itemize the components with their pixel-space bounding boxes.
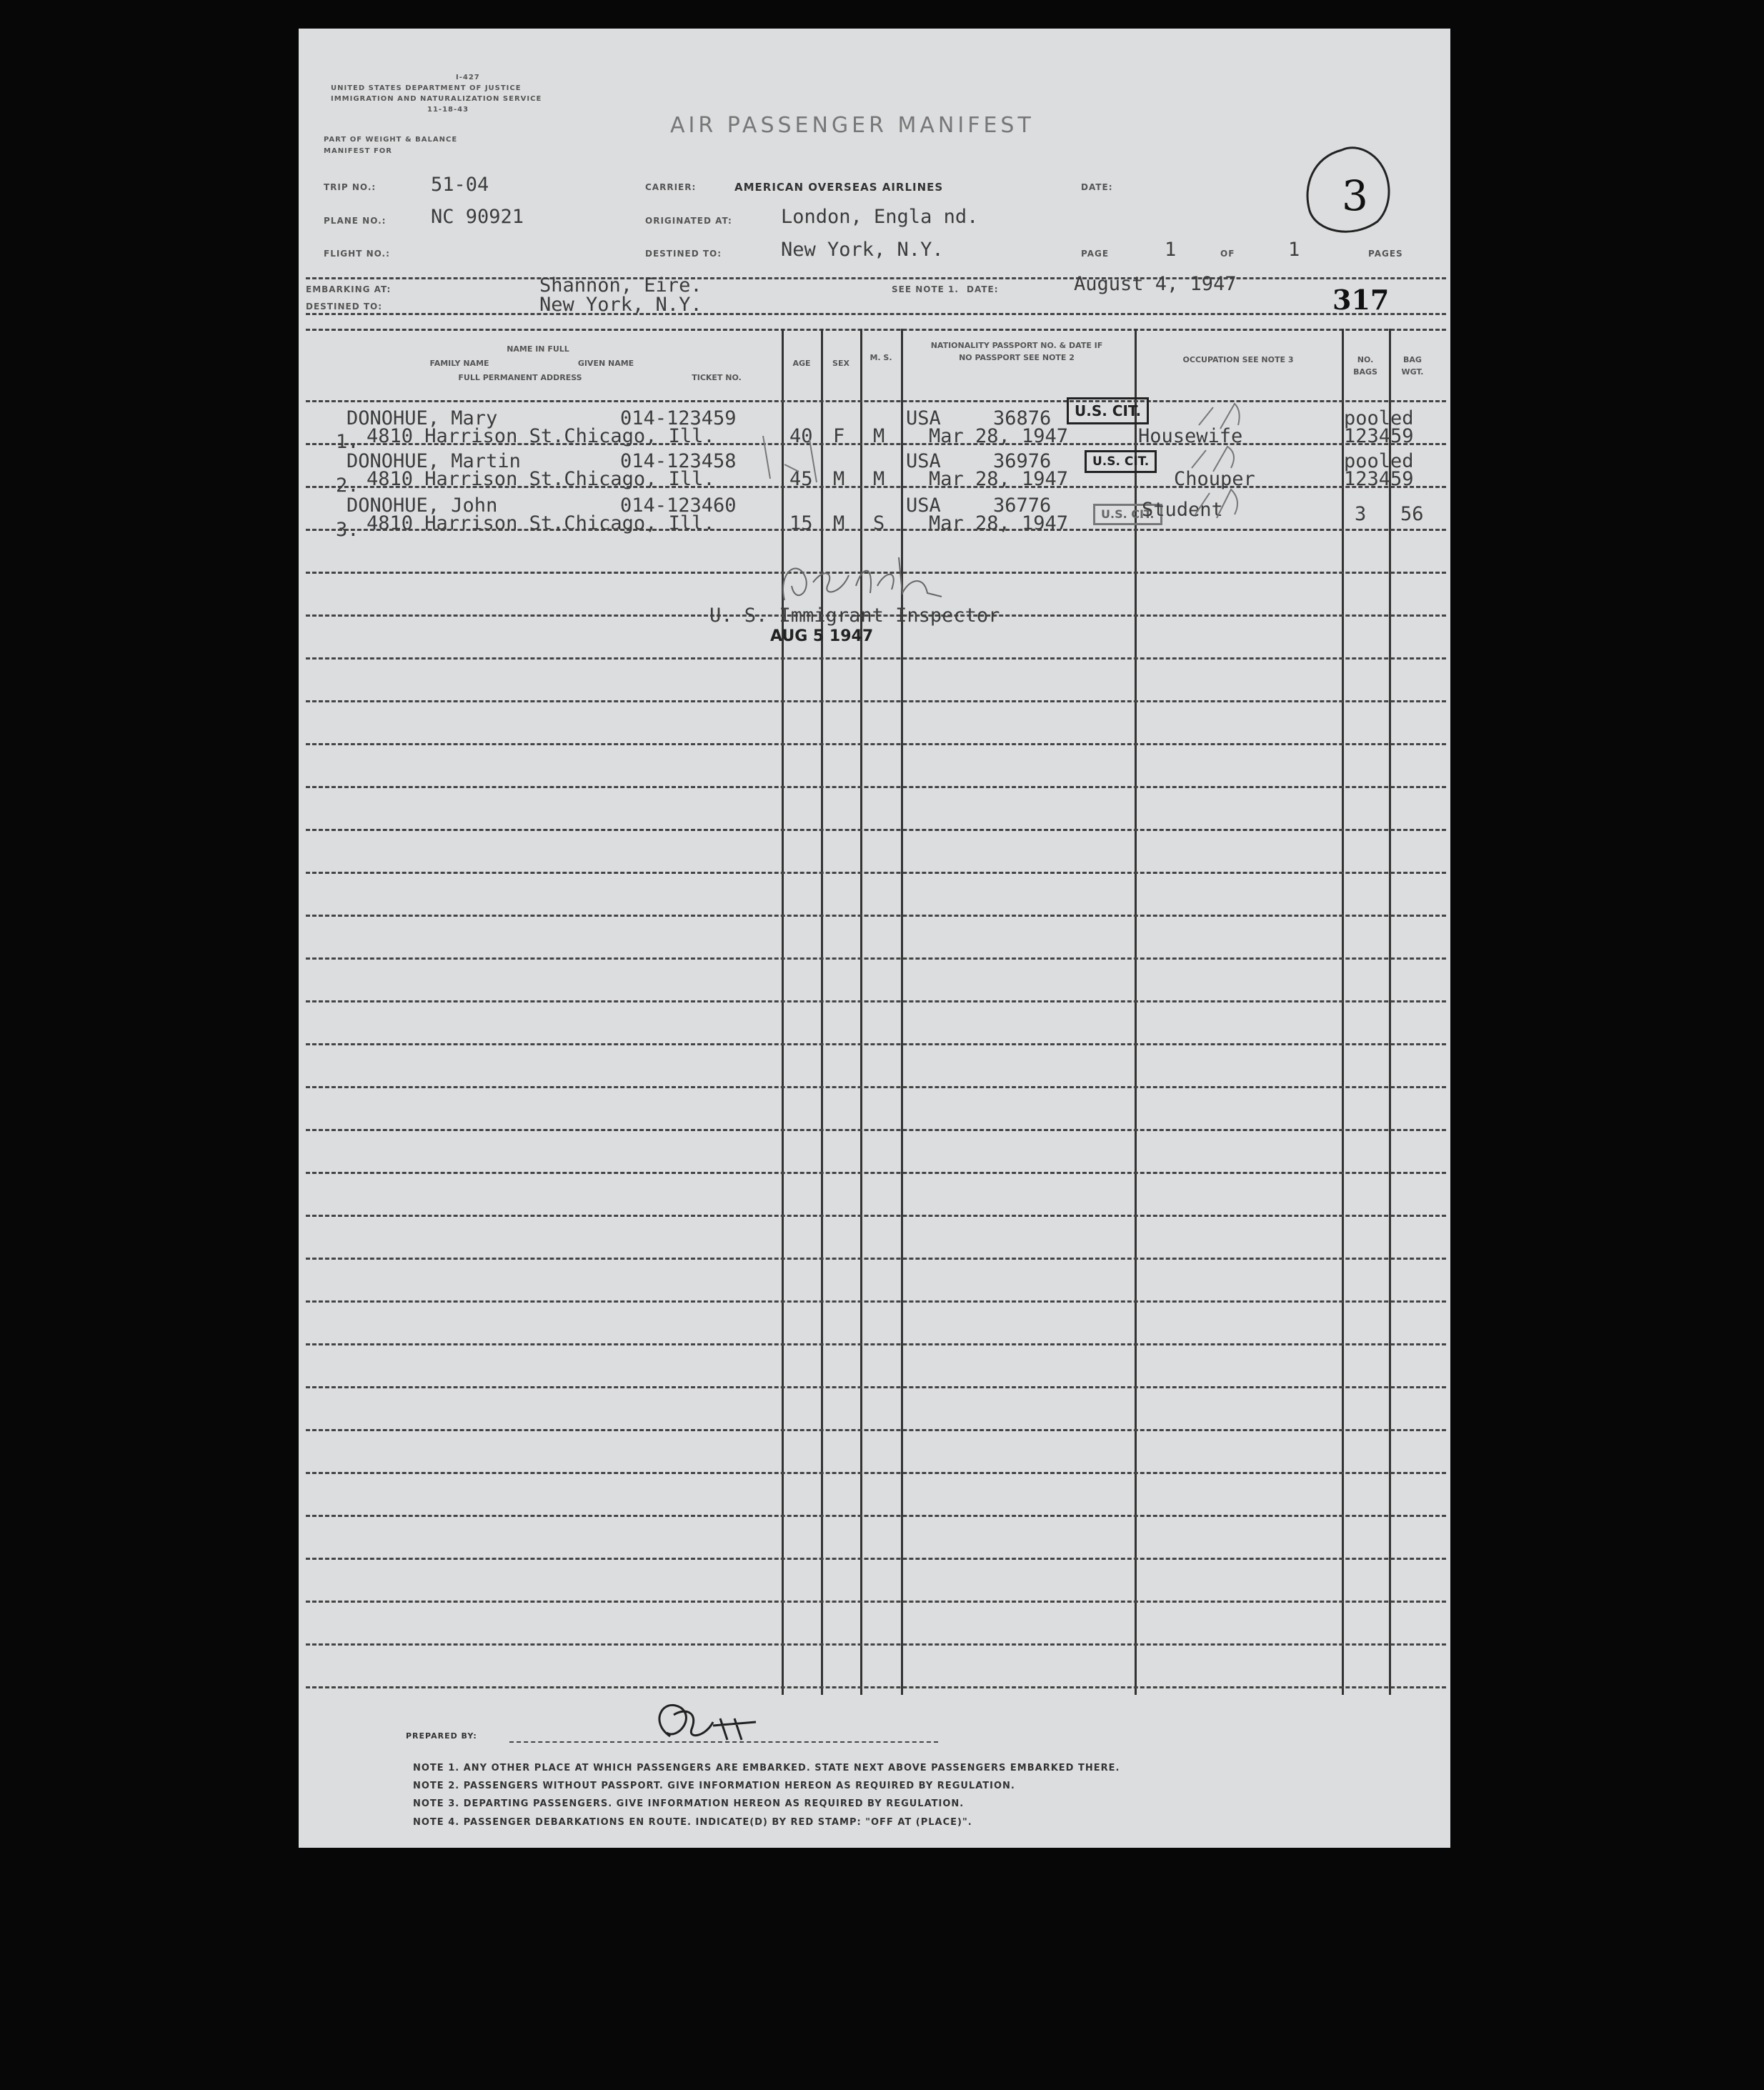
passenger-name: DONOHUE, John: [347, 494, 498, 517]
passport-number: 36776: [993, 494, 1052, 517]
plane-label: PLANE NO.:: [324, 216, 387, 226]
table-rule: [306, 743, 1446, 745]
bags: pooled: [1344, 407, 1414, 429]
bag-weight: 56: [1400, 503, 1424, 525]
passport-date: Mar 28, 1947: [929, 425, 1069, 447]
inspector-date-stamp: AUG 5 1947: [770, 627, 874, 645]
occupation: Student: [1142, 499, 1223, 521]
table-rule: [306, 1086, 1446, 1088]
col-weight-header: BAG WGT.: [1401, 355, 1424, 377]
page-label: PAGE: [1081, 249, 1110, 259]
page-title: AIR PASSENGER MANIFEST: [670, 113, 1035, 138]
table-rule: [306, 700, 1446, 702]
col-given-header: GIVEN NAME: [577, 359, 634, 368]
passport-number: 36876: [993, 407, 1052, 429]
carrier-value: AMERICAN OVERSEAS AIRLINES: [734, 181, 944, 194]
column-line: [901, 329, 903, 1695]
table-rule: [306, 400, 1446, 402]
col-nationality-header: NATIONALITY PASSPORT NO. & DATE IF NO PASSPORT SEE NOTE 2: [930, 341, 1103, 362]
column-line: [782, 329, 784, 1695]
column-line: [1135, 329, 1137, 1695]
table-rule: [306, 1472, 1446, 1474]
table-rule: [306, 1343, 1446, 1345]
citizen-stamp: U.S. CIT.: [1093, 504, 1162, 525]
date-2-label: DATE:: [967, 284, 999, 294]
passenger-marital-status: M: [873, 425, 885, 447]
passenger-age: 40: [789, 425, 813, 447]
divider: [306, 329, 1446, 331]
passenger-sex: M: [833, 468, 845, 490]
col-address-header: FULL PERMANENT ADDRESS: [458, 373, 582, 382]
table-rule: [306, 1215, 1446, 1217]
note-1: NOTE 1. ANY OTHER PLACE AT WHICH PASSENGERS ARE EMBARKED. STATE NEXT ABOVE PASSENGERS EMBARKED THERE.: [413, 1763, 1120, 1773]
passport-date: Mar 28, 1947: [929, 468, 1069, 490]
row-number: 2.: [336, 474, 359, 497]
form-date: 11-18-43: [427, 106, 469, 114]
col-bags-header: NO. BAGS: [1353, 355, 1377, 377]
col-occupation-header: OCCUPATION SEE NOTE 3: [1182, 355, 1294, 364]
date-2-value: August 4, 1947: [1074, 273, 1237, 295]
occupation: Housewife: [1138, 425, 1243, 447]
col-age-header: AGE: [792, 359, 811, 368]
passenger-name: DONOHUE, Martin: [347, 450, 521, 472]
ticket-number: 014-123458: [620, 450, 737, 472]
of-label: OF: [1220, 249, 1235, 259]
passenger-sex: F: [833, 425, 845, 447]
form-number: I-427: [456, 74, 480, 81]
agency-line-2: IMMIGRATION AND NATURALIZATION SERVICE: [331, 95, 542, 103]
date-label: DATE:: [1081, 182, 1113, 192]
nationality: USA: [906, 407, 941, 429]
table-rule: [306, 1515, 1446, 1517]
row-number: 3.: [336, 519, 359, 541]
bag-weight: 123459: [1344, 468, 1414, 490]
table-rule: [306, 1686, 1446, 1688]
preparer-signature: [642, 1693, 799, 1751]
bag-weight: 123459: [1344, 425, 1414, 447]
page-value: 1: [1165, 239, 1177, 261]
column-line: [860, 329, 862, 1695]
table-rule: [306, 829, 1446, 831]
part-line-2: MANIFEST FOR: [324, 147, 392, 155]
table-rule: [306, 1601, 1446, 1603]
passenger-marital-status: M: [873, 468, 885, 490]
ticket-number: 014-123459: [620, 407, 737, 429]
passenger-address: 4810 Harrison St.Chicago, Ill.: [367, 425, 715, 447]
col-sex-header: SEX: [832, 359, 849, 368]
passport-number: 36976: [993, 450, 1052, 472]
sheet-number: 317: [1332, 284, 1390, 316]
originated-label: ORIGINATED AT:: [645, 216, 732, 226]
part-line-1: PART OF WEIGHT & BALANCE: [324, 136, 458, 144]
passenger-address: 4810 Harrison St.Chicago, Ill.: [367, 512, 715, 534]
table-rule: [306, 1043, 1446, 1045]
col-family-header: FAMILY NAME: [429, 359, 489, 368]
passenger-age: 15: [789, 512, 813, 534]
destined-2-label: DESTINED TO:: [306, 302, 383, 312]
inspector-title: U. S. Immigrant Inspector: [709, 604, 1000, 627]
carrier-label: CARRIER:: [645, 182, 697, 192]
column-line: [1389, 329, 1391, 1695]
table-rule: [306, 657, 1446, 660]
table-rule: [306, 1258, 1446, 1260]
citizen-stamp: U.S. CIT.: [1085, 450, 1157, 473]
handwritten-check-marks: [749, 429, 834, 493]
table-rule: [306, 786, 1446, 788]
passenger-address: 4810 Harrison St.Chicago, Ill.: [367, 468, 715, 490]
nationality: USA: [906, 494, 941, 517]
table-rule: [306, 915, 1446, 917]
flight-label: FLIGHT NO.:: [324, 249, 390, 259]
col-ticket-header: TICKET NO.: [692, 373, 742, 382]
pages-label: PAGES: [1368, 249, 1403, 259]
table-rule: [306, 1300, 1446, 1303]
table-rule: [306, 1558, 1446, 1560]
handwritten-initials: [1185, 386, 1270, 536]
plane-value: NC 90921: [431, 206, 524, 228]
passport-date: Mar 28, 1947: [929, 512, 1069, 534]
embarking-value: Shannon, Eire.: [539, 274, 702, 297]
row-number: 1.: [336, 431, 359, 453]
passenger-sex: M: [833, 512, 845, 534]
agency-line-1: UNITED STATES DEPARTMENT OF JUSTICE: [331, 84, 522, 92]
col-ms-header: M. S.: [869, 353, 892, 362]
passenger-age: 45: [789, 468, 813, 490]
note-4: NOTE 4. PASSENGER DEBARKATIONS EN ROUTE. INDICATE(D) BY RED STAMP: "OFF AT (PLACE)".: [413, 1817, 972, 1828]
note-3: NOTE 3. DEPARTING PASSENGERS. GIVE INFORMATION HEREON AS REQUIRED BY REGULATION.: [413, 1798, 965, 1809]
ticket-number: 014-123460: [620, 494, 737, 517]
manifest-sheet: [299, 29, 1450, 1848]
table-rule: [306, 1000, 1446, 1002]
trip-value: 51-04: [431, 174, 489, 196]
table-rule: [306, 1172, 1446, 1174]
passenger-name: DONOHUE, Mary: [347, 407, 498, 429]
originated-value: London, Engla nd.: [781, 206, 979, 228]
trip-label: TRIP NO.:: [324, 182, 377, 192]
destined-2-value: New York, N.Y.: [539, 294, 702, 316]
divider: [306, 277, 1446, 279]
destined-label: DESTINED TO:: [645, 249, 722, 259]
note-2: NOTE 2. PASSENGERS WITHOUT PASSPORT. GIVE INFORMATION HEREON AS REQUIRED BY REGULATION.: [413, 1781, 1015, 1791]
see-note-label: SEE NOTE 1.: [892, 284, 959, 294]
destined-value: New York, N.Y.: [781, 239, 944, 261]
bags: pooled: [1344, 450, 1414, 472]
table-rule: [306, 1129, 1446, 1131]
col-name-header: NAME IN FULL: [507, 344, 569, 354]
page-stamp-number: 3: [1342, 171, 1368, 220]
embarking-label: EMBARKING AT:: [306, 284, 392, 294]
column-line: [821, 329, 823, 1695]
prepared-by-label: PREPARED BY:: [406, 1731, 477, 1741]
citizen-stamp: U.S. CIT.: [1067, 397, 1149, 424]
table-rule: [306, 1386, 1446, 1388]
column-line: [1342, 329, 1344, 1695]
table-rule: [306, 1643, 1446, 1646]
table-rule: [306, 1429, 1446, 1431]
nationality: USA: [906, 450, 941, 472]
bags: 3: [1355, 503, 1367, 525]
passenger-marital-status: S: [873, 512, 885, 534]
table-rule: [306, 872, 1446, 874]
of-value: 1: [1288, 239, 1300, 261]
divider: [306, 313, 1446, 315]
occupation: Chouper: [1174, 468, 1255, 490]
table-rule: [306, 957, 1446, 960]
